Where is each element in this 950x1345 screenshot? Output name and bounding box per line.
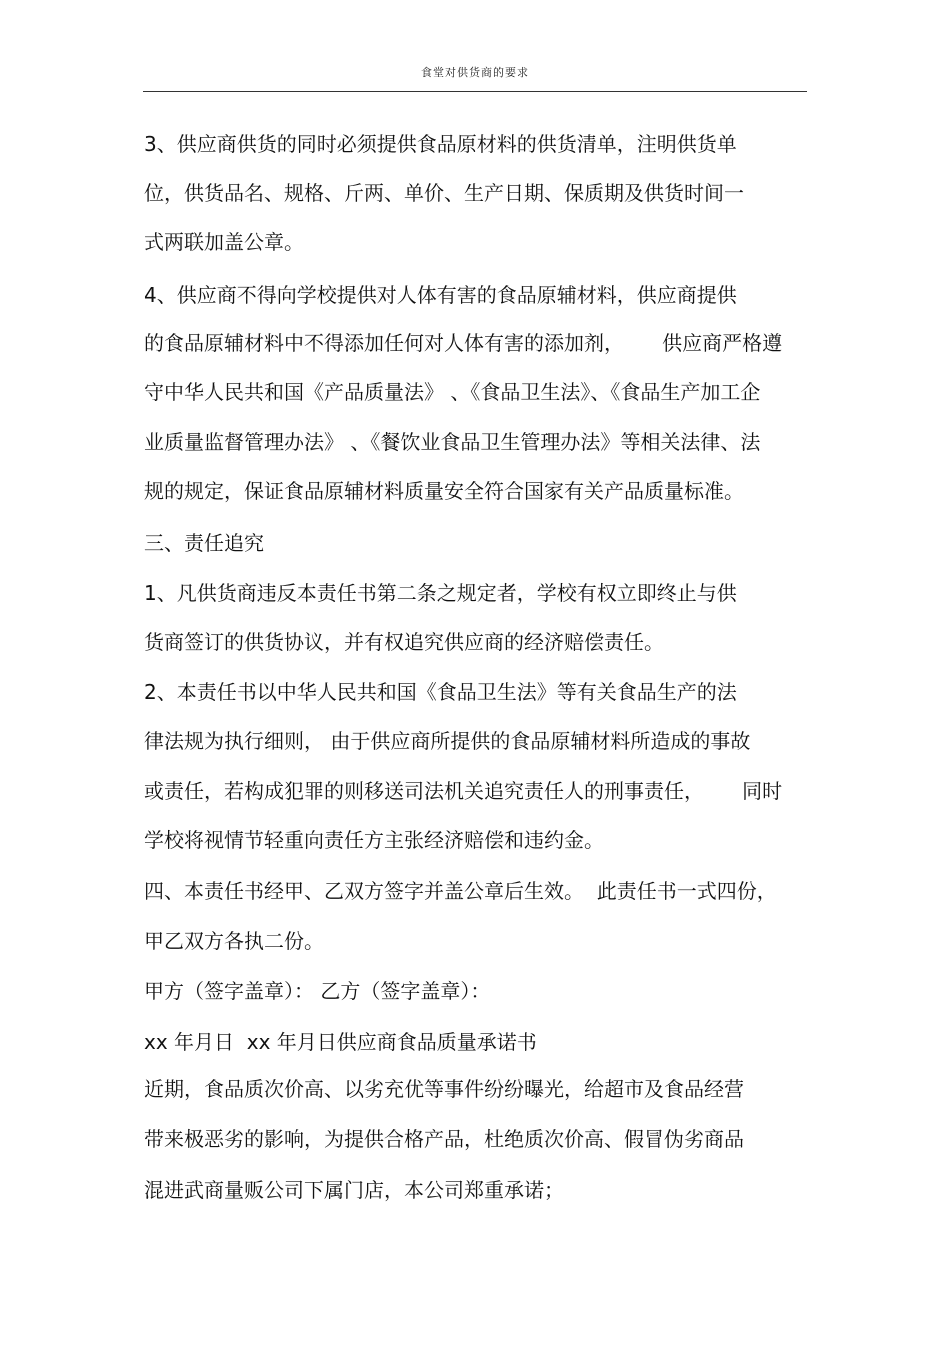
signature-line: 甲方（签字盖章）： 乙方（签字盖章）： (144, 979, 491, 1003)
body-line: 甲乙双方各执二份。 (144, 929, 324, 953)
body-line: 1、凡供货商违反本责任书第二条之规定者，学校有权立即终止与供 (144, 581, 737, 605)
body-line: 守中华人民共和国《产品质量法》 、《食品卫生法》、《食品生产加工企 (144, 380, 761, 404)
body-line: 式两联加盖公章。 (144, 230, 304, 254)
body-line: 位，供货品名、规格、斤两、单价、生产日期、保质期及供货时间一 (144, 181, 744, 205)
body-line: 或责任，若构成犯罪的则移送司法机关追究责任人的刑事责任， 同时 (144, 779, 783, 803)
body-line: 带来极恶劣的影响，为提供合格产品，杜绝质次价高、假冒伪劣商品 (144, 1127, 744, 1151)
body-line: 律法规为执行细则， 由于供应商所提供的食品原辅材料所造成的事故 (144, 729, 751, 753)
body-line: 四、本责任书经甲、乙双方签字并盖公章后生效。 此责任书一式四份， (144, 879, 777, 903)
body-line: 货商签订的供货协议，并有权追究供应商的经济赔偿责任。 (144, 630, 664, 654)
header-rule (143, 91, 807, 92)
date-line: xx 年月日 xx 年月日供应商食品质量承诺书 (144, 1030, 537, 1054)
page-header: 食堂对供货商的要求 (421, 66, 529, 79)
body-line: 3、供应商供货的同时必须提供食品原材料的供货清单，注明供货单 (144, 132, 737, 156)
section-heading: 三、责任追究 (144, 531, 264, 555)
body-line: 学校将视情节轻重向责任方主张经济赔偿和违约金。 (144, 828, 604, 852)
body-line: 混进武商量贩公司下属门店，本公司郑重承诺； (144, 1178, 564, 1202)
body-line: 业质量监督管理办法》 、《餐饮业食品卫生管理办法》等相关法律、法 (144, 430, 761, 454)
body-line: 规的规定，保证食品原辅材料质量安全符合国家有关产品质量标准。 (144, 479, 744, 503)
body-line: 2、本责任书以中华人民共和国《食品卫生法》等有关食品生产的法 (144, 680, 737, 704)
body-line: 4、供应商不得向学校提供对人体有害的食品原辅材料，供应商提供 (144, 283, 737, 307)
body-line: 近期，食品质次价高、以劣充优等事件纷纷曝光，给超市及食品经营 (144, 1077, 744, 1101)
body-line: 的食品原辅材料中不得添加任何对人体有害的添加剂， 供应商严格遵 (144, 331, 783, 355)
